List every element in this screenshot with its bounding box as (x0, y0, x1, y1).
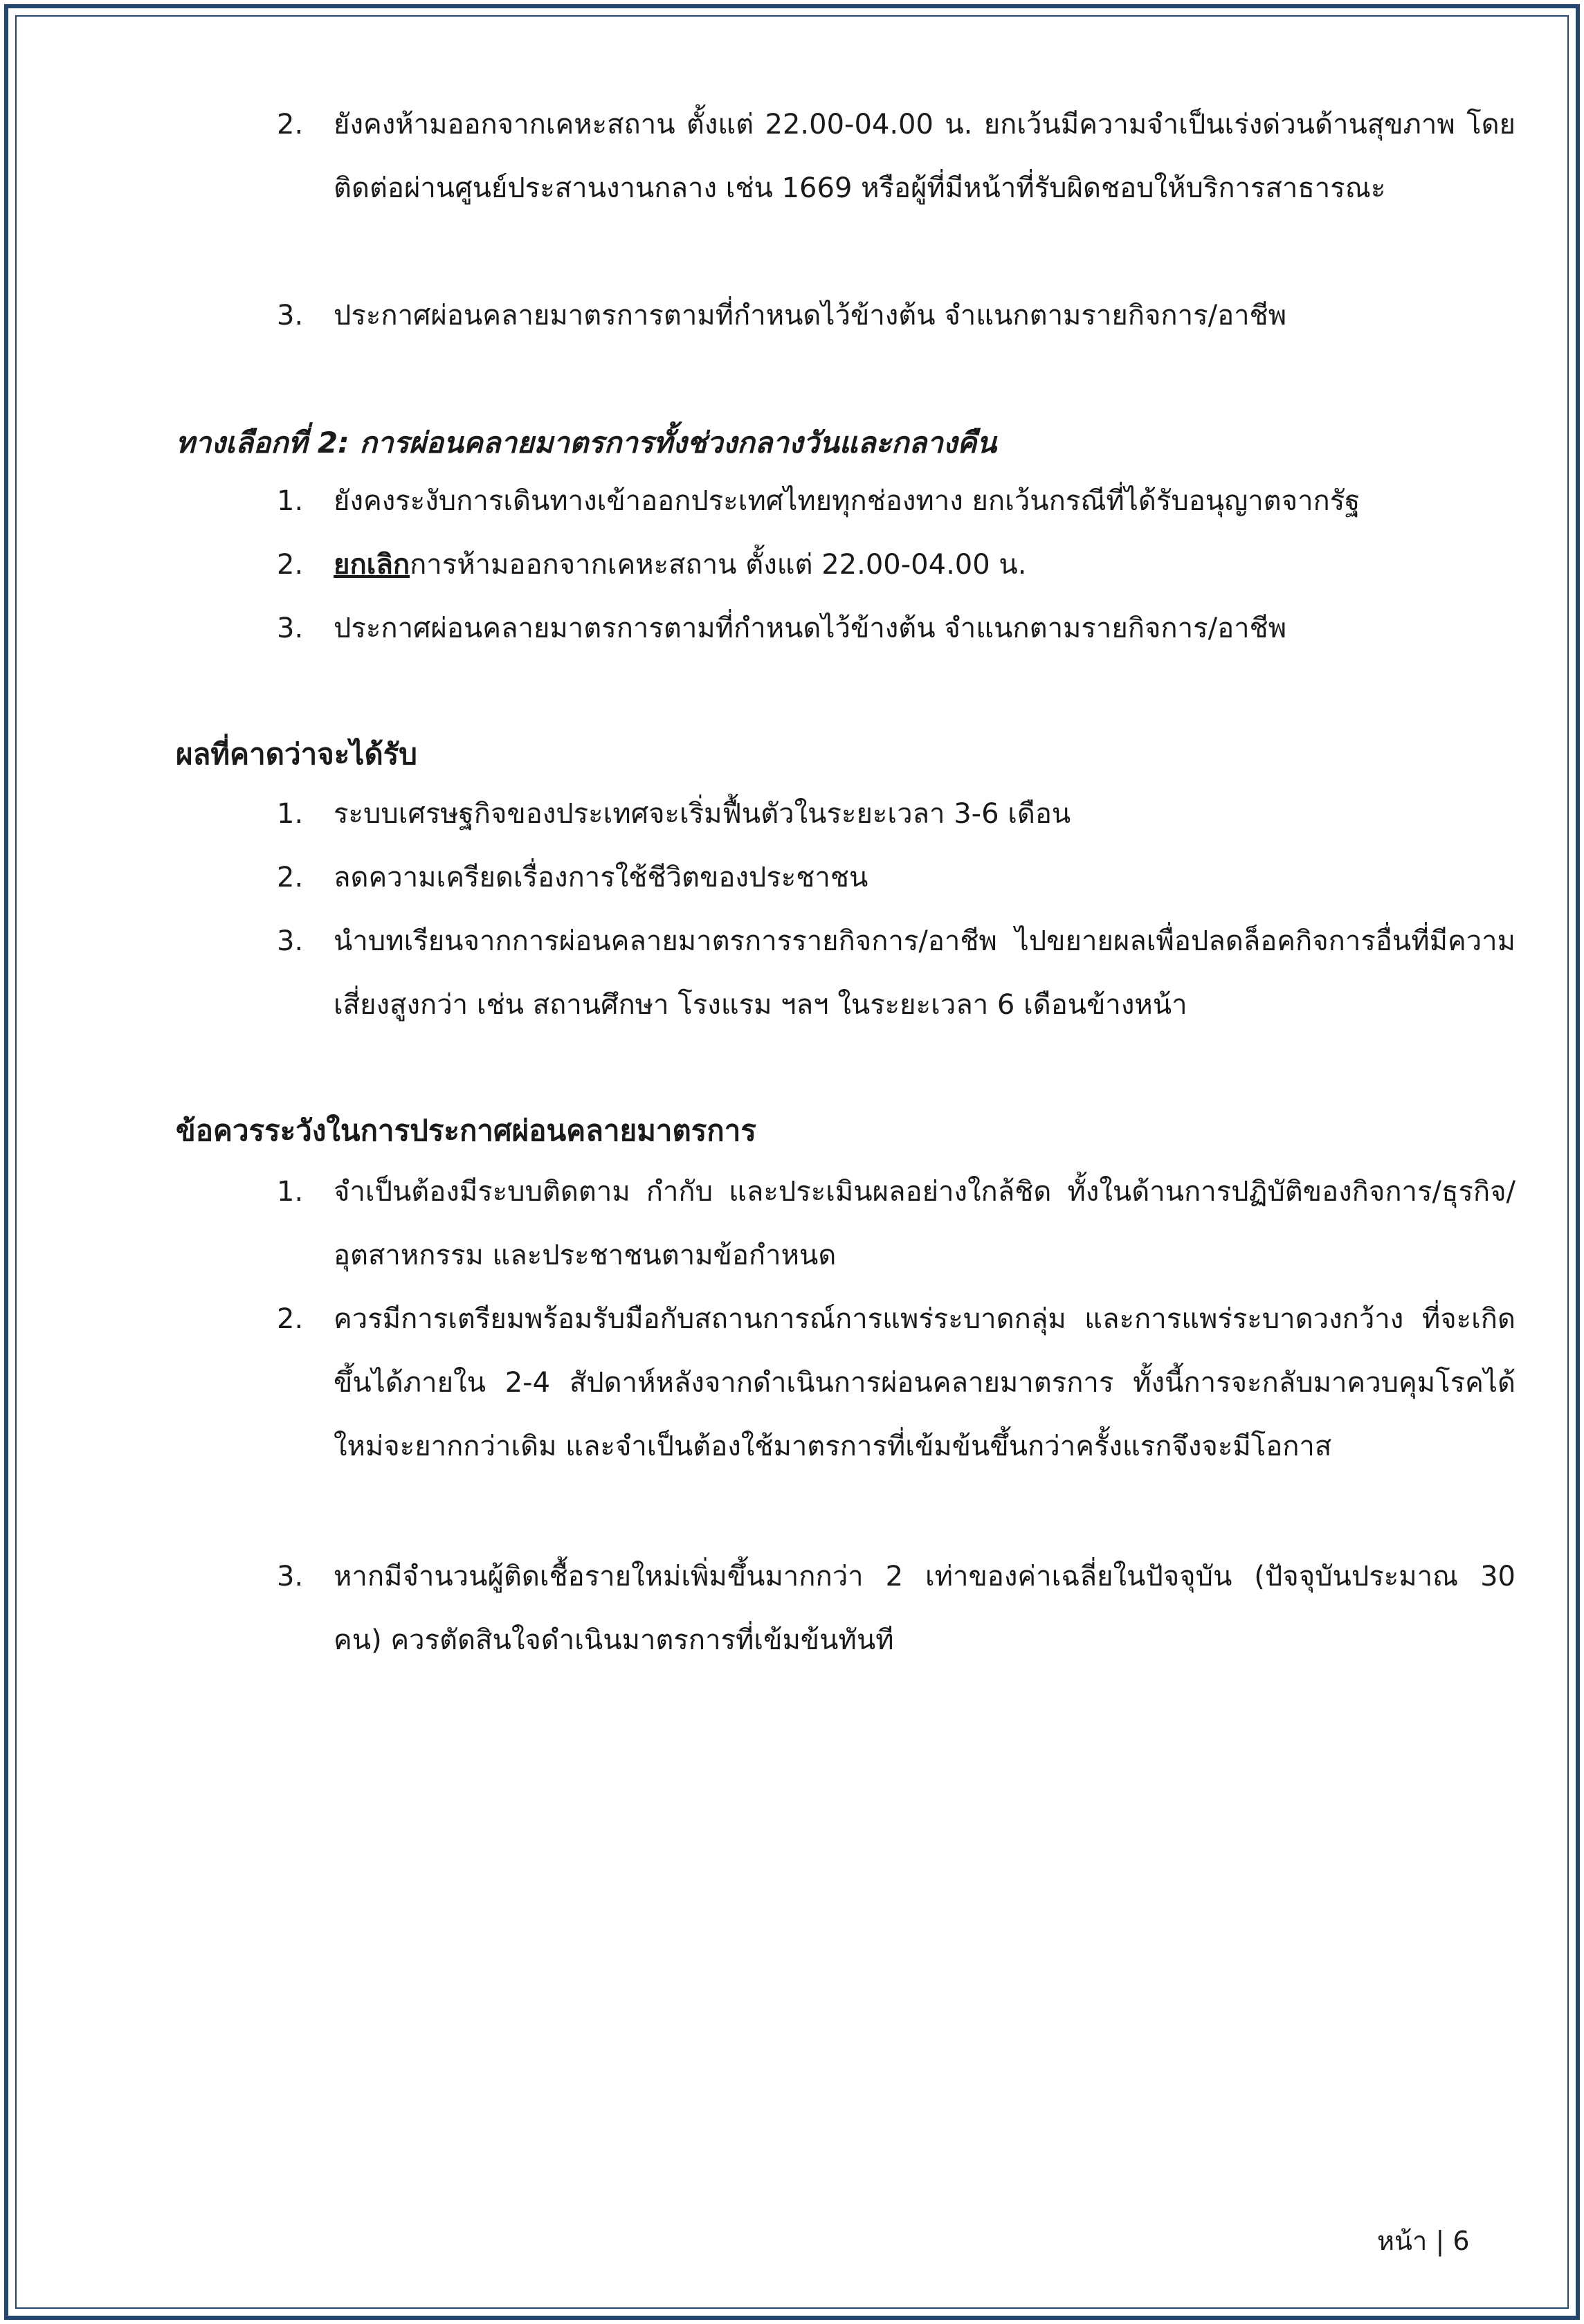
list-item-text-rest: การห้ามออกจากเคหะสถาน ตั้งแต่ 22.00-04.00 น. (410, 549, 1027, 581)
list-item (277, 469, 1515, 533)
list-item-number: 2. (277, 549, 304, 581)
list-item-text: ประกาศผ่อนคลายมาตรการตามที่กำหนดไว้ข้างต้น จำแนกตามรายกิจการ/อาชีพ (334, 612, 1287, 644)
section-heading-option-2: ทางเลือกที่ 2: การผ่อนคลายมาตรการทั้งช่วงกลางวันและกลางคืน (176, 426, 997, 460)
section-heading-cautions: ข้อควรระวังในการประกาศผ่อนคลายมาตรการ (176, 1114, 756, 1147)
list-item-text: ยังคงห้ามออกจากเคหะสถาน ตั้งแต่ 22.00-04.00 น. ยกเว้นมีความจำเป็นเร่งด่วนด้านสุขภาพ โดยติดต่อผ่านศูนย์ประสานงานกลาง เช่น 1669 หรือผู้ที่มีหน้าที่รับผิดชอบให้บริการสาธารณะ (334, 109, 1515, 204)
list-item-number: 1. (277, 798, 304, 830)
page-number: หน้า | 6 (1377, 2226, 1470, 2256)
list-item-number: 3. (277, 300, 304, 332)
list-item-number: 2. (277, 1303, 304, 1335)
list-item-number: 3. (277, 612, 304, 644)
list-item (277, 597, 1515, 660)
list-item-text: หากมีจำนวนผู้ติดเชื้อรายใหม่เพิ่มขึ้นมากกว่า 2 เท่าของค่าเฉลี่ยในปัจจุบัน (ปัจจุบันประมาณ 30 คน) ควรตัดสินใจดำเนินมาตรการที่เข้มข้นทันที (334, 1561, 1515, 1656)
list-item-number: 1. (277, 1176, 304, 1208)
list-item (277, 1545, 1515, 1672)
emphasis-cancel: ยกเลิก (334, 549, 410, 581)
section-heading-expected-results: ผลที่คาดว่าจะได้รับ (176, 737, 417, 771)
list-item-text: นำบทเรียนจากการผ่อนคลายมาตรการรายกิจการ/อาชีพ ไปขยายผลเพื่อปลดล็อคกิจการอื่นที่มีความเสี่ยงสูงกว่า เช่น สถานศึกษา โรงแรม ฯลฯ ในระยะเวลา 6 เดือนข้างหน้า (334, 925, 1515, 1021)
list-item-text: ระบบเศรษฐกิจของประเทศจะเริ่มฟื้นตัวในระยะเวลา 3-6 เดือน (334, 798, 1071, 830)
list-item-text: ประกาศผ่อนคลายมาตรการตามที่กำหนดไว้ข้างต้น จำแนกตามรายกิจการ/อาชีพ (334, 300, 1287, 332)
list-item (277, 846, 1515, 909)
list-item-number: 3. (277, 925, 304, 957)
list-item (277, 1287, 1515, 1478)
list-item (277, 909, 1515, 1037)
list-item (277, 782, 1515, 846)
list-item (277, 93, 1515, 220)
list-item-number: 3. (277, 1561, 304, 1592)
list-item-text (334, 533, 1515, 597)
list-item (277, 1160, 1515, 1287)
list-item (277, 284, 1515, 347)
list-item-text: ลดความเครียดเรื่องการใช้ชีวิตของประชาชน (334, 862, 868, 893)
list-item-number: 1. (277, 485, 304, 517)
list-item (277, 533, 1515, 597)
list-item-text: ควรมีการเตรียมพร้อมรับมือกับสถานการณ์การแพร่ระบาดกลุ่ม และการแพร่ระบาดวงกว้าง ที่จะเกิดขึ้นได้ภายใน 2-4 สัปดาห์หลังจากดำเนินการผ่อนคลายมาตรการ ทั้งนี้การจะกลับมาควบคุมโรคได้ใหม่จะยากกว่าเดิม และจำเป็นต้องใช้มาตรการที่เข้มข้นขึ้นกว่าครั้งแรกจึงจะมีโอกาส (334, 1303, 1515, 1462)
list-item-text: จำเป็นต้องมีระบบติดตาม กำกับ และประเมินผลอย่างใกล้ชิด ทั้งในด้านการปฏิบัติของกิจการ/ธุรกิจ/อุตสาหกรรม และประชาชนตามข้อกำหนด (334, 1176, 1515, 1271)
list-item-number: 2. (277, 862, 304, 893)
list-item-text: ยังคงระงับการเดินทางเข้าออกประเทศไทยทุกช่องทาง ยกเว้นกรณีที่ได้รับอนุญาตจากรัฐ (334, 485, 1360, 517)
list-item-number: 2. (277, 109, 304, 140)
